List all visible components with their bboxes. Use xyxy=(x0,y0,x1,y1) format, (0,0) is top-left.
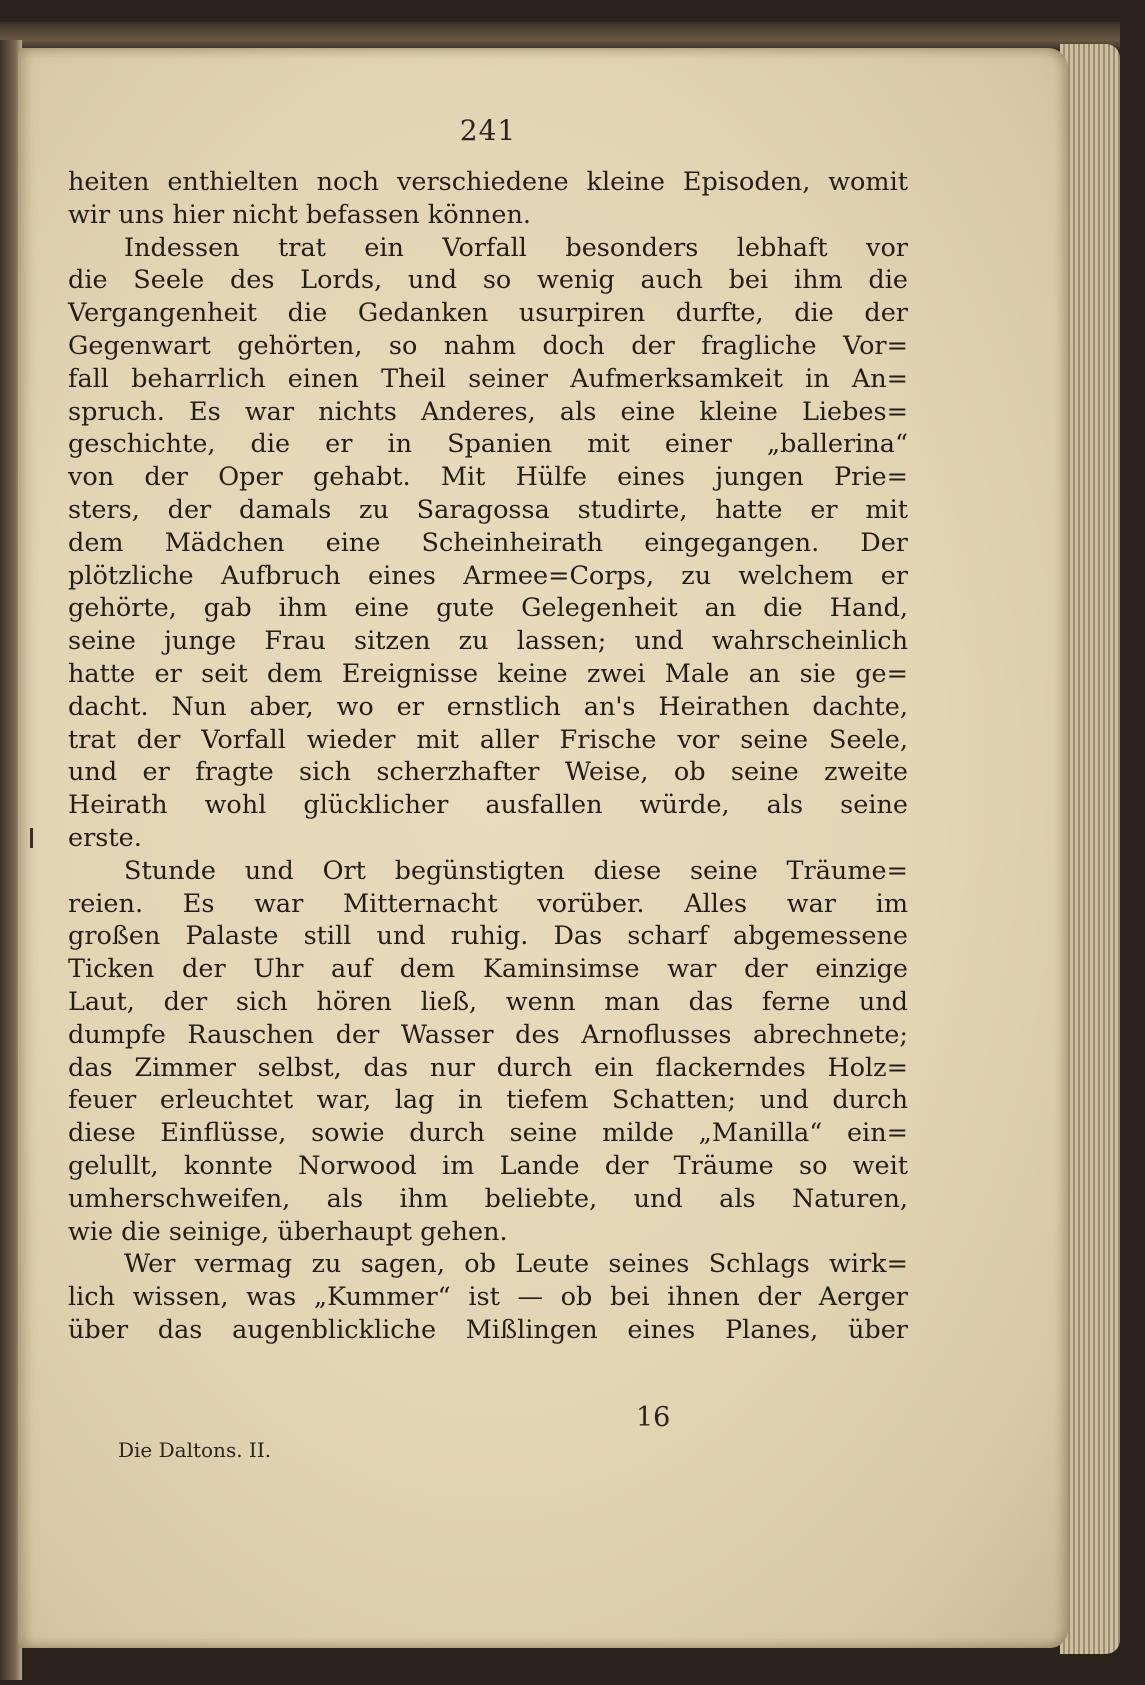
text-line: umherschweifen, als ihm beliebte, und als Naturen, xyxy=(68,1183,908,1214)
text-line: wir uns hier nicht befassen können. xyxy=(68,199,532,230)
book-page xyxy=(18,48,1068,1648)
page-stack-edge xyxy=(1060,44,1120,1654)
text-line: spruch. Es war nichts Anderes, als eine kleine Liebes= xyxy=(68,396,908,427)
sheet-signature-number: 16 xyxy=(636,1402,671,1433)
text-line: erste. xyxy=(68,822,142,853)
text-line: hatte er seit dem Ereignisse keine zwei Male an sie ge= xyxy=(68,658,908,689)
printer-signature: Die Daltons. II. xyxy=(118,1438,272,1462)
text-line: großen Palaste still und ruhig. Das scharf abgemessene xyxy=(68,921,908,952)
text-line: dem Mädchen eine Scheinheirath eingegangen. Der xyxy=(68,527,908,558)
page-number: 241 xyxy=(459,114,517,147)
text-line: Ticken der Uhr auf dem Kaminsimse war der einzige xyxy=(68,954,908,985)
text-line: Laut, der sich hören ließ, wenn man das ferne und xyxy=(68,986,908,1017)
text-line: Vergangenheit die Gedanken usurpiren durfte, die der xyxy=(68,298,908,329)
text-line: dumpfe Rauschen der Wasser des Arnoflusses abrechnete; xyxy=(68,1019,908,1050)
text-line: das Zimmer selbst, das nur durch ein flackerndes Holz= xyxy=(68,1052,908,1083)
text-line: trat der Vorfall wieder mit aller Frische vor seine Seele, xyxy=(68,724,908,755)
text-line: sters, der damals zu Saragossa studirte, hatte er mit xyxy=(68,494,908,525)
text-line: lich wissen, was „Kummer“ ist — ob bei ihnen der Aerger xyxy=(68,1282,908,1313)
body-text xyxy=(68,166,908,1347)
text-line: diese Einflüsse, sowie durch seine milde „Manilla“ ein= xyxy=(68,1118,908,1149)
text-line: über das augenblickliche Mißlingen eines Planes, über xyxy=(68,1314,908,1345)
text-line: gelullt, konnte Norwood im Lande der Träume so weit xyxy=(68,1150,908,1181)
text-line: Gegenwart gehörten, so nahm doch der fragliche Vor= xyxy=(68,330,908,361)
text-line: Wer vermag zu sagen, ob Leute seines Schlags wirk= xyxy=(124,1249,908,1280)
text-line: Heirath wohl glücklicher ausfallen würde, als seine xyxy=(68,790,908,821)
binding-mark xyxy=(30,828,33,848)
text-line: gehörte, gab ihm eine gute Gelegenheit an die Hand, xyxy=(68,593,908,624)
text-line: Stunde und Ort begünstigten diese seine Träume= xyxy=(124,855,908,886)
text-line: fall beharrlich einen Theil seiner Aufmerksamkeit in An= xyxy=(68,363,908,394)
text-line: heiten enthielten noch verschiedene kleine Episoden, womit xyxy=(68,167,908,197)
text-line: seine junge Frau sitzen zu lassen; und wahrscheinlich xyxy=(68,626,908,657)
text-line: dacht. Nun aber, wo er ernstlich an's Heirathen dachte, xyxy=(68,691,908,722)
text-line: die Seele des Lords, und so wenig auch bei ihm die xyxy=(68,265,908,296)
text-line: feuer erleuchtet war, lag in tiefem Schatten; und durch xyxy=(68,1085,908,1116)
page-footer xyxy=(68,1398,908,1468)
text-line: von der Oper gehabt. Mit Hülfe eines jungen Prie= xyxy=(68,462,908,493)
text-line: reien. Es war Mitternacht vorüber. Alles war im xyxy=(68,888,908,919)
text-line: wie die seinige, überhaupt gehen. xyxy=(68,1216,508,1247)
text-line: plötzliche Aufbruch eines Armee=Corps, zu welchem er xyxy=(68,560,908,591)
text-line: und er fragte sich scherzhafter Weise, ob seine zweite xyxy=(68,757,908,788)
text-line: geschichte, die er in Spanien mit einer „ballerina“ xyxy=(68,429,908,460)
text-line: Indessen trat ein Vorfall besonders lebhaft vor xyxy=(124,232,908,263)
